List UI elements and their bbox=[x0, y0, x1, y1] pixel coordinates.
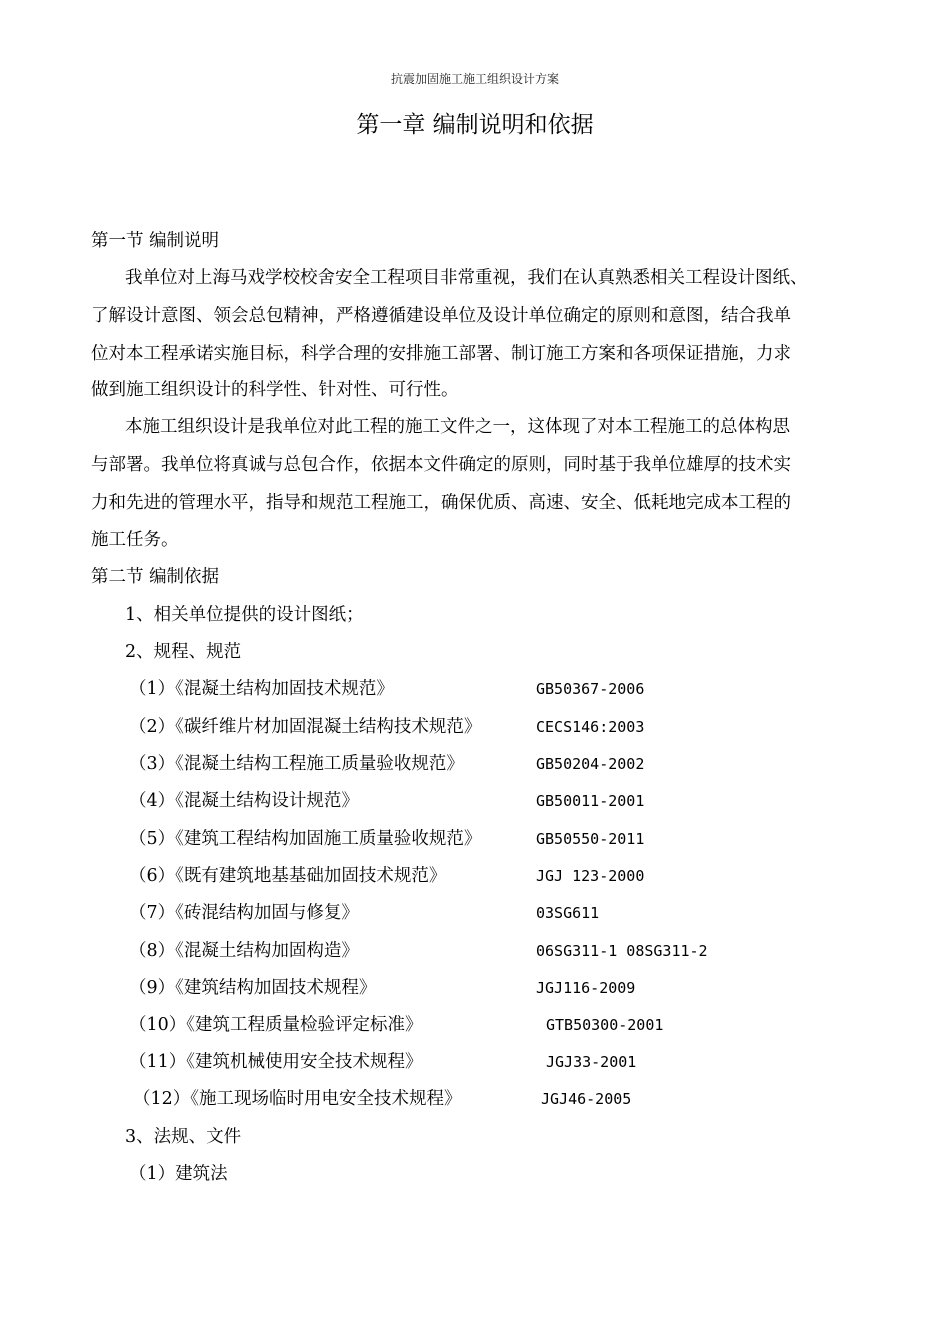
standard-title: （7）《砖混结构加固与修复》 bbox=[129, 903, 359, 923]
standard-code: GB50204-2002 bbox=[536, 755, 645, 773]
list-item: 3、法规、文件 bbox=[125, 1127, 242, 1147]
list-item: 1、相关单位提供的设计图纸； bbox=[125, 605, 364, 625]
standard-title: （11）《建筑机械使用安全技术规程》 bbox=[129, 1052, 423, 1072]
standard-title: （10）《建筑工程质量检验评定标准》 bbox=[129, 1015, 423, 1035]
standard-title: （1）《混凝土结构加固技术规范》 bbox=[129, 679, 394, 699]
standard-code: CECS146:2003 bbox=[536, 718, 645, 736]
standard-title: （12）《施工现场临时用电安全技术规程》 bbox=[133, 1089, 462, 1109]
standard-code: GTB50300-2001 bbox=[546, 1016, 664, 1034]
standard-title: （2）《碳纤维片材加固混凝土结构技术规范》 bbox=[129, 717, 482, 737]
paragraph-line: 本施工组织设计是我单位对此工程的施工文件之一，这体现了对本工程施工的总体构思 bbox=[125, 417, 790, 437]
list-item: （1）建筑法 bbox=[129, 1164, 228, 1184]
paragraph-line: 力和先进的管理水平，指导和规范工程施工，确保优质、高速、安全、低耗地完成本工程的 bbox=[91, 493, 791, 513]
paragraph-line: 了解设计意图、领会总包精神，严格遵循建设单位及设计单位确定的原则和意图，结合我单 bbox=[91, 306, 791, 326]
standard-code: JGJ33-2001 bbox=[546, 1053, 637, 1071]
standard-title: （8）《混凝土结构加固构造》 bbox=[129, 941, 359, 961]
standard-code: GB50011-2001 bbox=[536, 792, 645, 810]
paragraph-line: 位对本工程承诺实施目标，科学合理的安排施工部署、制订施工方案和各项保证措施，力求 bbox=[91, 344, 791, 364]
standard-code: 06SG311-1 08SG311-2 bbox=[536, 942, 708, 960]
running-header: 抗震加固施工施工组织设计方案 bbox=[390, 72, 559, 86]
standard-code: JGJ46-2005 bbox=[541, 1090, 632, 1108]
standard-code: GB50550-2011 bbox=[536, 830, 645, 848]
section-heading: 第二节 编制依据 bbox=[91, 567, 220, 587]
standard-title: （9）《建筑结构加固技术规程》 bbox=[129, 978, 377, 998]
standard-title: （5）《建筑工程结构加固施工质量验收规范》 bbox=[129, 829, 482, 849]
paragraph-line: 做到施工组织设计的科学性、针对性、可行性。 bbox=[91, 380, 459, 400]
list-item: 2、规程、规范 bbox=[125, 642, 242, 662]
standard-code: JGJ116-2009 bbox=[536, 979, 636, 997]
standard-code: GB50367-2006 bbox=[536, 680, 645, 698]
standard-title: （4）《混凝土结构设计规范》 bbox=[129, 791, 359, 811]
standard-title: （3）《混凝土结构工程施工质量验收规范》 bbox=[129, 754, 464, 774]
chapter-title: 第一章 编制说明和依据 bbox=[356, 112, 594, 138]
standard-code: JGJ 123-2000 bbox=[536, 867, 645, 885]
section-heading: 第一节 编制说明 bbox=[91, 231, 220, 251]
standard-code: 03SG611 bbox=[536, 904, 600, 922]
paragraph-line: 我单位对上海马戏学校校舍安全工程项目非常重视，我们在认真熟悉相关工程设计图纸、 bbox=[125, 268, 808, 288]
paragraph-line: 施工任务。 bbox=[91, 530, 179, 550]
paragraph-line: 与部署。我单位将真诚与总包合作，依据本文件确定的原则，同时基于我单位雄厚的技术实 bbox=[91, 455, 791, 475]
standard-title: （6）《既有建筑地基基础加固技术规范》 bbox=[129, 866, 447, 886]
